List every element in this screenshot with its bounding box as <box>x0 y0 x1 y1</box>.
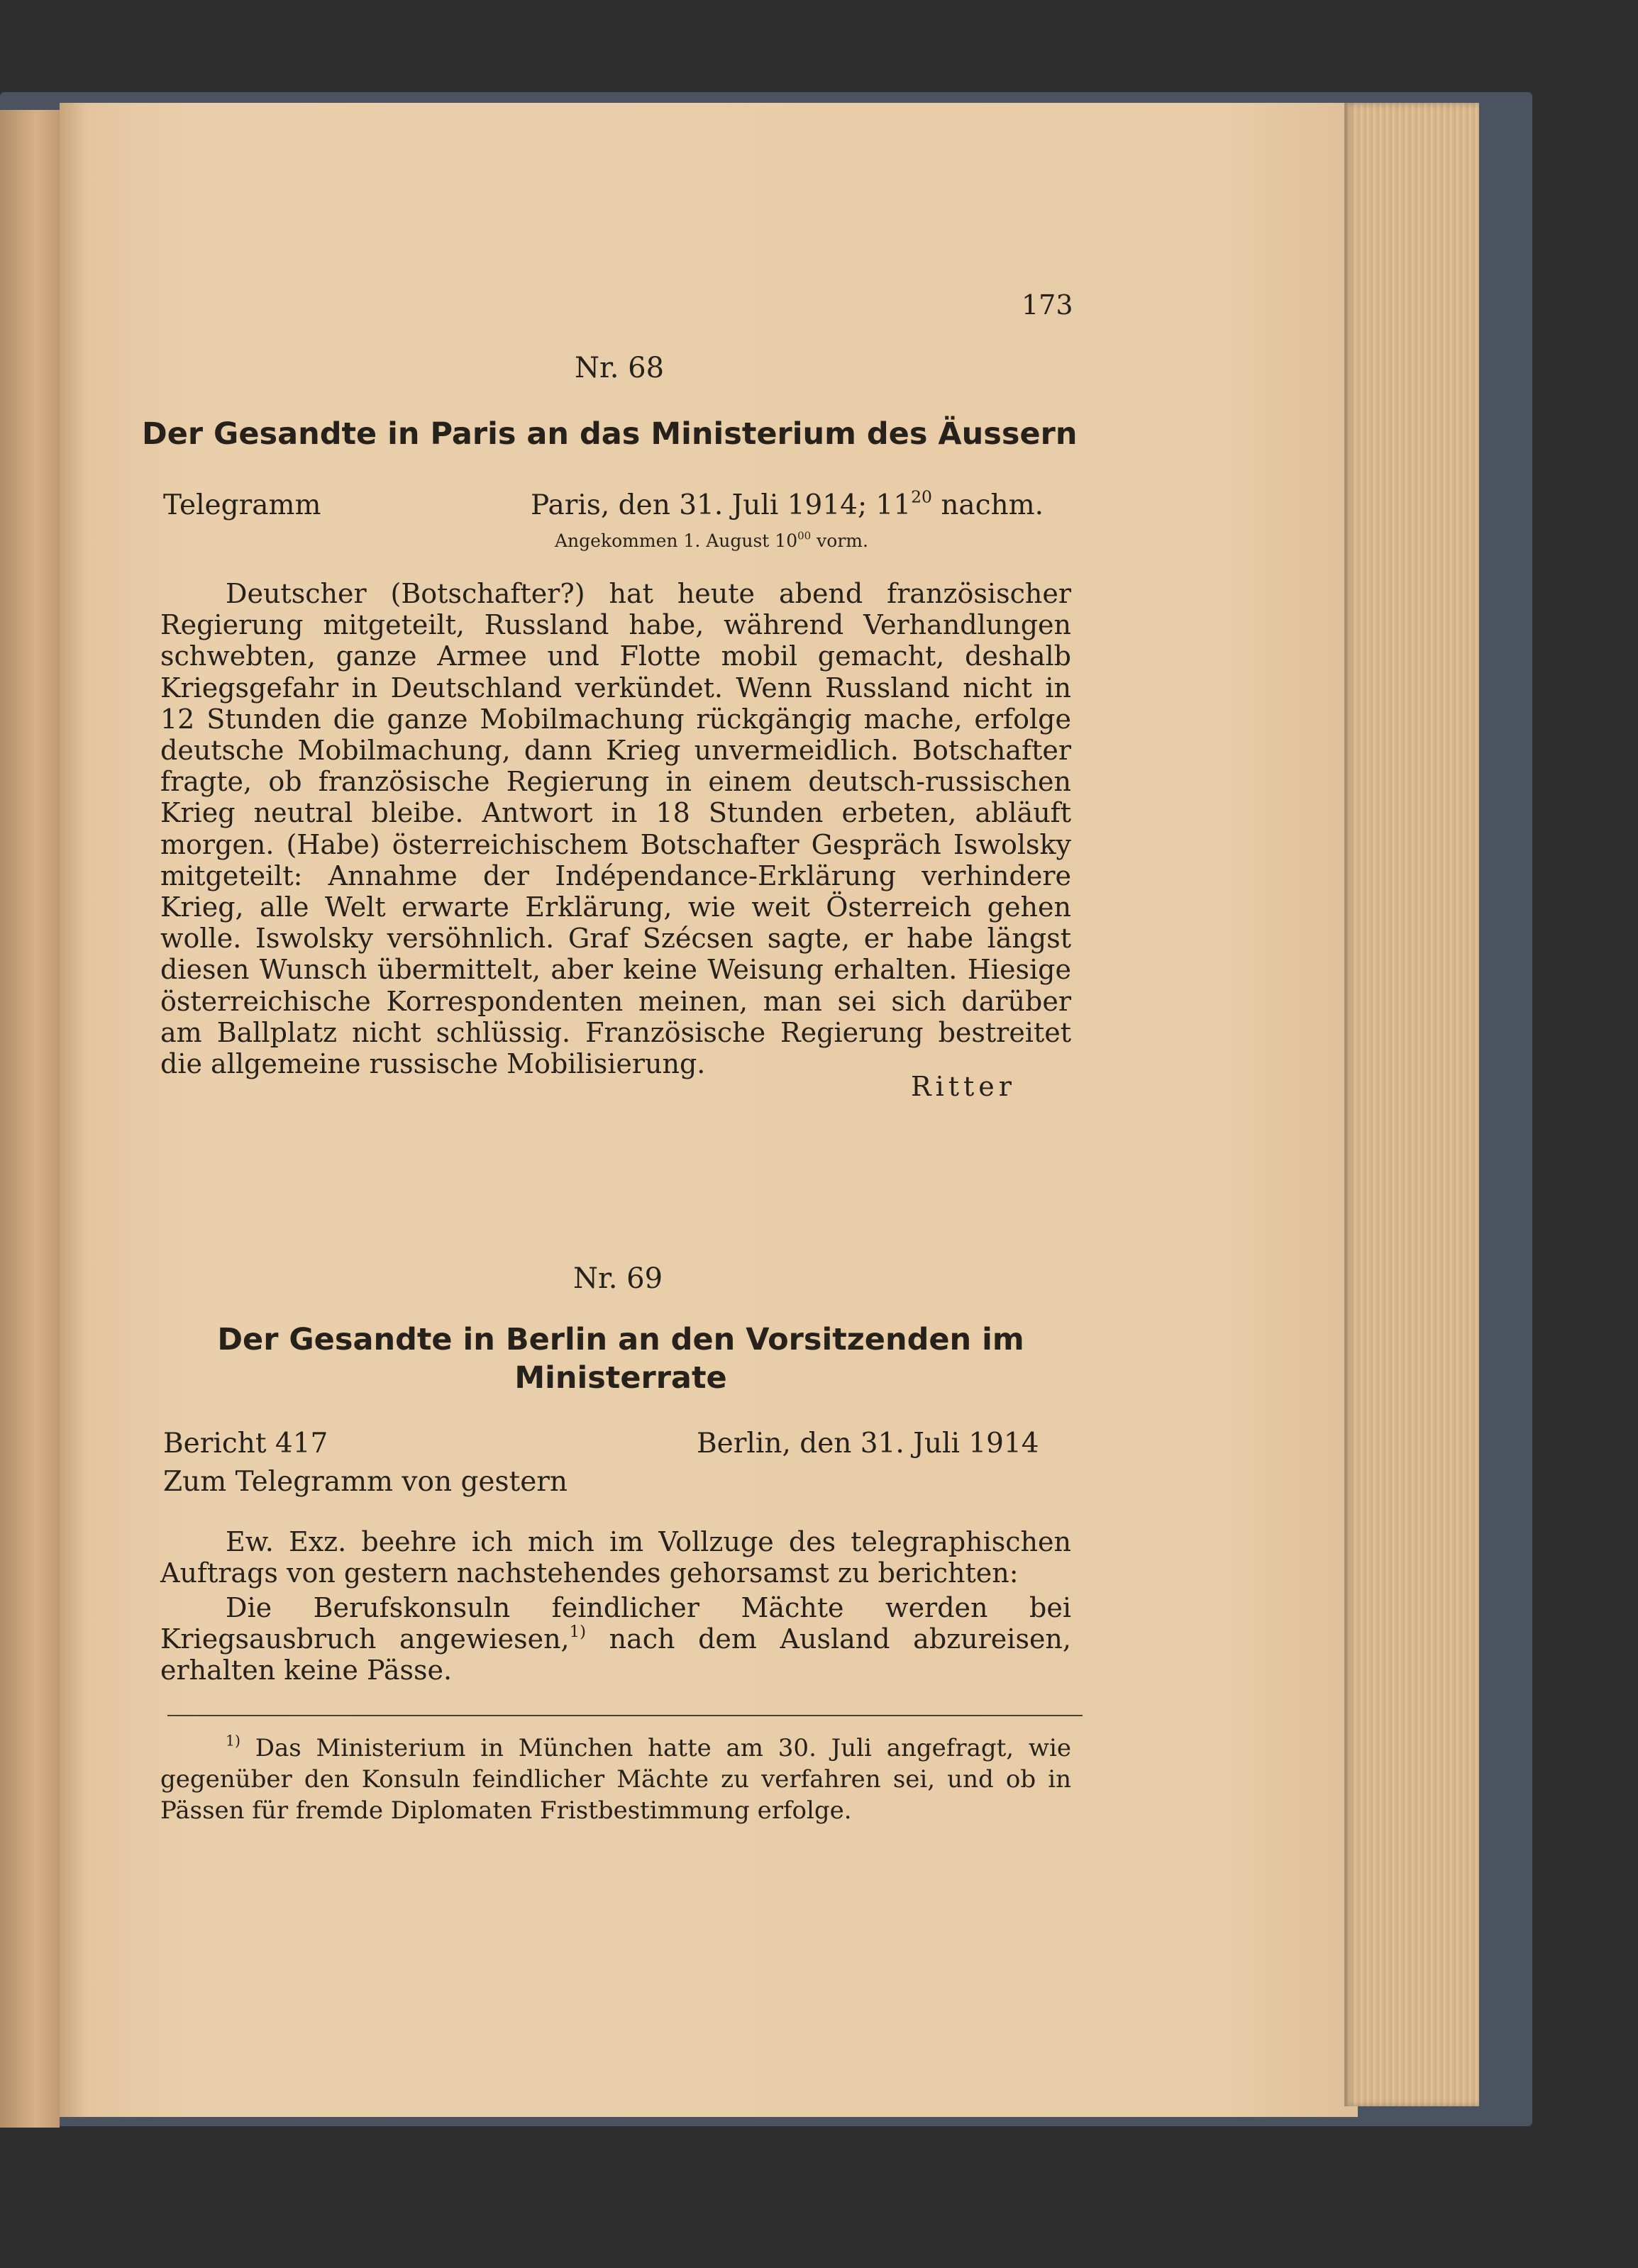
doc-68-place-date: Paris, den 31. Juli 1914; $11^{20}$ nachm. <box>531 487 1044 521</box>
doc-68-type: Telegramm <box>163 489 321 521</box>
footnote-reference: 1) <box>569 1623 587 1642</box>
left-page-edge <box>0 110 60 2128</box>
page-number: 173 <box>1022 289 1073 321</box>
footnote: $^{1)}$ Das Ministerium in München hatte am 30. Juli angefragt, wie gegenüber den Konsuln feindlicher Mächte zu verfahren sei, und ob in Pässen für fremde Diplomaten Fristbestimmung erfolge. <box>160 1732 1071 1825</box>
page-edges <box>1344 103 1479 2106</box>
doc-69-number: Nr. 69 <box>573 1262 663 1295</box>
doc-69-type: Bericht 417 <box>163 1428 328 1460</box>
doc-68-body: Deutscher (Botschafter?) hat heute abend französischer Regierung mitgeteilt, Russland habe, während Verhandlungen schwebten, ganze Armee und Flotte mobil gemacht, deshalb Kriegsgefahr in Deutschland verkündet. Wenn Russland nicht in 12 Stunden die ganze Mobilmachung rückgängig mache, erfolge deutsche Mobilmachung, dann Krieg unvermeidlich. Botschafter fragte, ob französische Regierung in einem deutsch-russischen Krieg neutral bleibe. Antwort in 18 Stunden erbeten, abläuft morgen. (Habe) österreichischem Botschafter Gespräch Iswolsky mitgeteilt: Annahme der Indépendance-Erklärung verhindere Krieg, alle Welt erwarte Erklärung, wie weit Österreich gehen wolle. Iswolsky versöhnlich. Graf Szécsen sagte, er habe längst diesen Wunsch übermittelt, aber keine Weisung erhalten. Hiesige österreichische Korrespondenten meinen, man sei sich darüber am Ballplatz nicht schlüssig. Französische Regierung bestreitet die allgemeine russische Mobilisierung. <box>160 578 1071 1080</box>
doc-69-reference: Zum Telegramm von gestern <box>163 1466 568 1498</box>
doc-68-title: Der Gesandte in Paris an das Ministerium des Äussern <box>142 416 1078 452</box>
doc-68-number: Nr. 68 <box>575 352 665 384</box>
doc-69-title-line-1: Der Gesandte in Berlin an den Vorsitzenden im <box>217 1322 1024 1357</box>
footnote-marker: 1) <box>226 1732 240 1750</box>
doc-69-paragraph-2: Die Berufskonsuln feindlicher Mächte werden bei Kriegsausbruch angewiesen,$^{1)}$ nach dem Ausland abzureisen, erhalten keine Pässe. <box>160 1592 1071 1686</box>
doc-68-signature: Ritter <box>911 1071 1016 1102</box>
doc-68-received: Angekommen 1. August $10^{00}$ vorm. <box>555 529 868 551</box>
doc-69-title-line-2: Ministerrate <box>514 1360 727 1396</box>
doc-69-title <box>163 1321 1078 1397</box>
footnote-divider <box>167 1715 1083 1716</box>
doc-69-place-date: Berlin, den 31. Juli 1914 <box>697 1428 1039 1460</box>
doc-69-paragraph-1: Ew. Exz. beehre ich mich im Vollzuge des telegraphischen Auftrags von gestern nachstehendes gehorsamst zu berichten: <box>160 1526 1071 1589</box>
